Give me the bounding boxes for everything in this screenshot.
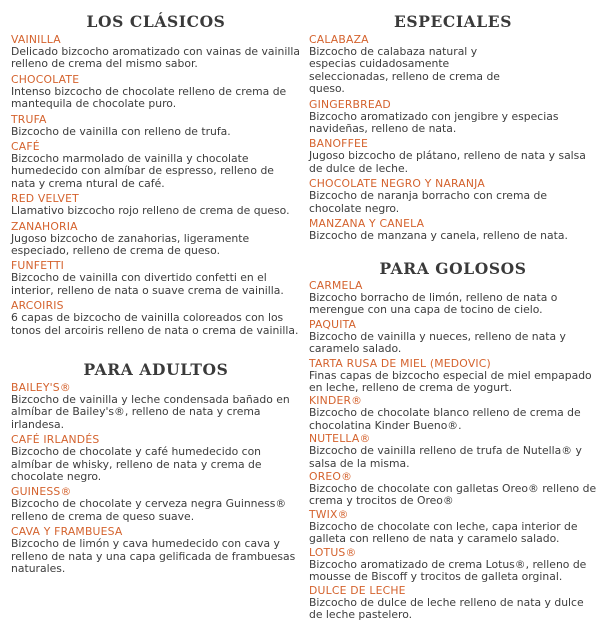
menu-item-chocolate-negro-naranja bbox=[309, 178, 597, 215]
item-name: NUTELLA® bbox=[309, 433, 597, 445]
menu-item-paquita bbox=[309, 319, 597, 356]
menu-item-banoffee bbox=[309, 138, 597, 175]
item-description: Bizcocho de vainilla con relleno de trufa. bbox=[11, 126, 301, 138]
menu-item-lotus bbox=[309, 547, 597, 584]
item-description: Bizcocho de chocolate con leche, capa interior de galleta con relleno de nata y caramelo salado. bbox=[309, 521, 597, 546]
section-title: PARA ADULTOS bbox=[11, 361, 301, 379]
item-description: Jugoso bizcocho de zanahorias, ligeramente especiado, relleno de crema de queso. bbox=[11, 233, 301, 258]
item-name: CARMELA bbox=[309, 280, 597, 292]
menu-item-cava-y-frambuesa bbox=[11, 526, 301, 575]
section-para-adultos bbox=[11, 361, 301, 575]
menu-item-arcoiris bbox=[11, 300, 301, 337]
item-description: Bizcocho de vainilla con divertido confetti en el interior, relleno de nata o suave crema de vainilla. bbox=[11, 272, 301, 297]
item-name: OREO® bbox=[309, 471, 597, 483]
item-description: Delicado bizcocho aromatizado con vainas de vainilla relleno de crema del mismo sabor. bbox=[11, 46, 301, 71]
menu-item-gingerbread bbox=[309, 99, 597, 136]
menu-item-carmela bbox=[309, 280, 597, 317]
menu-item-vainilla bbox=[11, 34, 301, 71]
item-name: KINDER® bbox=[309, 395, 597, 407]
menu-item-baileys bbox=[11, 382, 301, 431]
item-description: Bizcocho marmolado de vainilla y chocolate humedecido con almíbar de espresso, relleno de nata y crema ntural de café. bbox=[11, 153, 301, 190]
item-name: VAINILLA bbox=[11, 34, 301, 46]
item-name: ZANAHORIA bbox=[11, 221, 301, 233]
item-name: GUINESS® bbox=[11, 486, 301, 498]
item-description: Llamativo bizcocho rojo relleno de crema de queso. bbox=[11, 205, 301, 217]
menu-item-chocolate bbox=[11, 74, 301, 111]
item-description: Bizcocho de naranja borracho con crema de chocolate negro. bbox=[309, 190, 559, 215]
menu-item-nutella bbox=[309, 433, 597, 470]
section-title: PARA GOLOSOS bbox=[309, 260, 597, 278]
menu-item-dulce-de-leche bbox=[309, 585, 597, 621]
item-name: PAQUITA bbox=[309, 319, 597, 331]
section-para-golosos bbox=[309, 260, 597, 621]
item-name: TARTA RUSA DE MIEL (MEDOVIC) bbox=[309, 358, 597, 370]
item-name: RED VELVET bbox=[11, 193, 301, 205]
item-description: Bizcocho borracho de limón, relleno de nata o merengue con una capa de tocino de cielo. bbox=[309, 292, 597, 317]
item-name: CAFÉ bbox=[11, 141, 301, 153]
menu-item-twix bbox=[309, 509, 597, 546]
menu-item-guiness bbox=[11, 486, 301, 523]
item-name: BAILEY'S® bbox=[11, 382, 301, 394]
item-description: Bizcocho de vainilla relleno de trufa de Nutella® y salsa de la misma. bbox=[309, 445, 597, 470]
item-description: Bizcocho de chocolate y cerveza negra Guinness® relleno de crema de queso suave. bbox=[11, 498, 301, 523]
section-los-clasicos bbox=[11, 13, 301, 337]
item-name: FUNFETTI bbox=[11, 260, 301, 272]
item-description: 6 capas de bizcocho de vainilla coloreados con los tonos del arcoiris relleno de nata o crema de vainilla. bbox=[11, 312, 301, 337]
item-name: LOTUS® bbox=[309, 547, 597, 559]
item-name: CAFÉ IRLANDÉS bbox=[11, 434, 301, 446]
item-name: CHOCOLATE bbox=[11, 74, 301, 86]
item-name: CHOCOLATE NEGRO Y NARANJA bbox=[309, 178, 597, 190]
item-description: Bizcocho de vainilla y leche condensada bañado en almíbar de Bailey's®, relleno de nata y crema irlandesa. bbox=[11, 394, 301, 431]
section-title: ESPECIALES bbox=[309, 13, 597, 31]
menu-item-kinder bbox=[309, 395, 597, 432]
item-description: Bizcocho aromatizado de crema Lotus®, relleno de mousse de Biscoff y trocitos de galleta orginal. bbox=[309, 559, 597, 584]
item-name: GINGERBREAD bbox=[309, 99, 597, 111]
menu-item-manzana-canela bbox=[309, 218, 597, 242]
menu-item-tarta-rusa-de-miel bbox=[309, 358, 597, 395]
menu-item-zanahoria bbox=[11, 221, 301, 258]
item-name: BANOFFEE bbox=[309, 138, 597, 150]
item-name: MANZANA Y CANELA bbox=[309, 218, 597, 230]
item-name: ARCOIRIS bbox=[11, 300, 301, 312]
item-description: Bizcocho de chocolate con galletas Oreo® relleno de crema y trocitos de Oreo® bbox=[309, 483, 597, 508]
item-description: Intenso bizcocho de chocolate relleno de crema de mantequila de chocolate puro. bbox=[11, 86, 301, 111]
item-name: CALABAZA bbox=[309, 34, 597, 46]
item-description: Bizcocho de chocolate blanco relleno de crema de chocolatina Kinder Bueno®. bbox=[309, 407, 597, 432]
item-name: TWIX® bbox=[309, 509, 597, 521]
menu-item-funfetti bbox=[11, 260, 301, 297]
item-description: Bizcocho de vainilla y nueces, relleno de nata y caramelo salado. bbox=[309, 331, 597, 356]
menu-item-cafe bbox=[11, 141, 301, 190]
item-description: Bizcocho de dulce de leche relleno de nata y dulce de leche pastelero. bbox=[309, 597, 597, 621]
item-description: Finas capas de bizcocho especial de miel empapado en leche, relleno de crema de yogurt. bbox=[309, 370, 597, 395]
item-name: TRUFA bbox=[11, 114, 301, 126]
item-name: CAVA Y FRAMBUESA bbox=[11, 526, 301, 538]
menu-item-trufa bbox=[11, 114, 301, 138]
menu-item-red-velvet bbox=[11, 193, 301, 217]
item-description: Bizcocho de chocolate y café humedecido con almíbar de whisky, relleno de nata y crema de chocolate negro. bbox=[11, 446, 301, 483]
item-description: Bizcocho de calabaza natural y especias cuidadosamente seleccionadas, relleno de crema de queso. bbox=[309, 46, 521, 96]
menu-item-calabaza bbox=[309, 34, 597, 96]
section-especiales bbox=[309, 13, 597, 242]
section-title: LOS CLÁSICOS bbox=[11, 13, 301, 31]
item-name: DULCE DE LECHE bbox=[309, 585, 597, 597]
menu-item-oreo bbox=[309, 471, 597, 508]
item-description: Bizcocho de manzana y canela, relleno de nata. bbox=[309, 230, 597, 242]
item-description: Bizcocho de limón y cava humedecido con cava y relleno de nata y una capa gelificada de frambuesas naturales. bbox=[11, 538, 301, 575]
menu-item-cafe-irlandes bbox=[11, 434, 301, 483]
item-description: Jugoso bizcocho de plátano, relleno de nata y salsa de dulce de leche. bbox=[309, 150, 597, 175]
item-description: Bizcocho aromatizado con jengibre y especias navideñas, relleno de nata. bbox=[309, 111, 597, 136]
